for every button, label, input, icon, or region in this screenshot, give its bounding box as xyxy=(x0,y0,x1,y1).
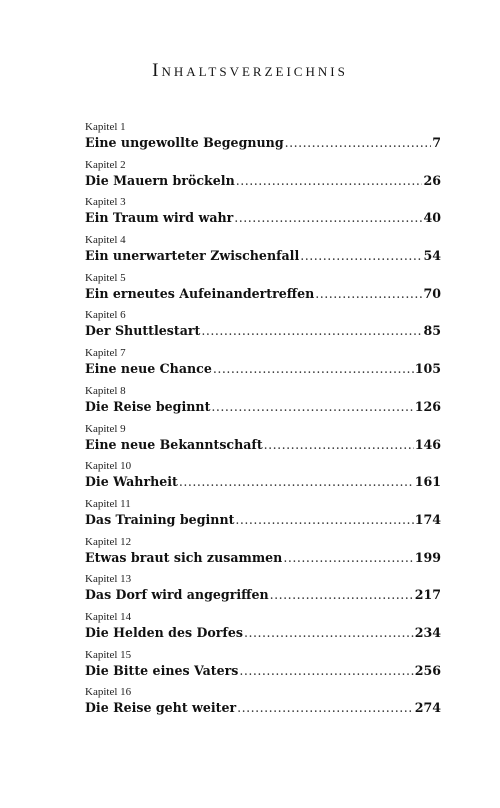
toc-entry xyxy=(85,158,441,196)
dot-leader xyxy=(211,398,413,416)
toc-entry xyxy=(85,497,441,535)
toc-line xyxy=(85,360,441,378)
chapter-title: Die Wahrheit xyxy=(85,474,178,490)
dot-leader xyxy=(237,699,414,717)
chapter-label: Kapitel 12 xyxy=(85,535,132,548)
toc-line xyxy=(85,436,441,454)
toc-entry xyxy=(85,572,441,610)
chapter-title: Eine neue Chance xyxy=(85,361,212,377)
page-number: 7 xyxy=(432,135,441,150)
chapter-title: Die Reise geht weiter xyxy=(85,700,237,716)
chapter-label: Kapitel 14 xyxy=(85,610,132,623)
page-number: 26 xyxy=(423,172,441,188)
chapter-label: Kapitel 1 xyxy=(85,121,126,133)
chapter-title: Die Reise beginnt xyxy=(85,398,211,414)
dot-leader xyxy=(234,209,422,227)
chapter-label: Kapitel 8 xyxy=(85,384,126,397)
toc-entry xyxy=(85,459,441,497)
toc-entry xyxy=(85,195,441,233)
page-number: 105 xyxy=(414,361,441,377)
chapter-title: Ein Traum wird wahr xyxy=(85,210,234,226)
toc-entry xyxy=(85,535,441,573)
toc-entry xyxy=(85,422,441,460)
chapter-title: Der Shuttlestart xyxy=(85,323,201,339)
toc-line xyxy=(85,624,441,642)
dot-leader xyxy=(201,322,422,340)
page-number: 199 xyxy=(414,549,441,565)
page-number: 274 xyxy=(414,700,441,716)
chapter-title: Die Bitte eines Vaters xyxy=(85,662,239,678)
chapter-title: Ein erneutes Aufeinandertreffen xyxy=(85,285,315,301)
page-number: 126 xyxy=(414,398,441,414)
chapter-label: Kapitel 11 xyxy=(85,497,131,510)
toc-entry xyxy=(85,685,441,723)
toc-line xyxy=(85,172,441,190)
dot-leader xyxy=(315,285,422,303)
toc-line xyxy=(85,285,441,303)
page-number: 146 xyxy=(414,436,441,452)
page-number: 234 xyxy=(414,624,441,640)
chapter-label: Kapitel 10 xyxy=(85,460,132,473)
dot-leader xyxy=(270,586,414,604)
page-number: 256 xyxy=(414,662,441,678)
chapter-label: Kapitel 6 xyxy=(85,309,126,322)
toc-entry xyxy=(85,610,441,648)
toc-heading: Inhaltsverzeichnis xyxy=(152,60,348,81)
chapter-label: Kapitel 9 xyxy=(85,422,126,435)
page-number: 217 xyxy=(414,587,441,603)
toc-line xyxy=(85,699,441,717)
dot-leader xyxy=(244,624,414,642)
toc-line xyxy=(85,398,441,416)
page-number: 70 xyxy=(423,285,441,301)
toc-line xyxy=(85,247,441,265)
toc-entry xyxy=(85,271,441,309)
page-number: 40 xyxy=(423,210,441,226)
chapter-label: Kapitel 5 xyxy=(85,271,126,284)
dot-leader xyxy=(239,662,413,680)
toc-line xyxy=(85,511,441,529)
toc-line xyxy=(85,586,441,604)
toc-line xyxy=(85,134,441,152)
page-number: 85 xyxy=(423,323,441,339)
toc-entry xyxy=(85,648,441,686)
chapter-title: Etwas braut sich zusammen xyxy=(85,549,283,565)
toc-entry xyxy=(85,308,441,346)
chapter-title: Das Dorf wird angegriffen xyxy=(85,587,269,603)
chapter-title: Ein unerwarteter Zwischenfall xyxy=(85,248,300,264)
chapter-label: Kapitel 4 xyxy=(85,234,126,247)
toc-entry xyxy=(85,120,441,158)
chapter-label: Kapitel 3 xyxy=(85,196,126,209)
chapter-title: Die Helden des Dorfes xyxy=(85,624,243,640)
dot-leader xyxy=(235,511,413,529)
toc-line xyxy=(85,322,441,340)
dot-leader xyxy=(213,360,414,378)
chapter-title: Eine neue Bekanntschaft xyxy=(85,436,263,452)
dot-leader xyxy=(179,473,414,491)
page-number: 174 xyxy=(414,511,441,527)
chapter-title: Das Training beginnt xyxy=(85,511,235,527)
toc-entry xyxy=(85,384,441,422)
chapter-label: Kapitel 7 xyxy=(85,347,126,360)
chapter-label: Kapitel 2 xyxy=(85,158,126,171)
toc-line xyxy=(85,209,441,227)
dot-leader xyxy=(236,172,423,190)
page-number: 54 xyxy=(423,248,441,264)
dot-leader xyxy=(300,247,422,265)
toc-entry xyxy=(85,233,441,271)
toc-line xyxy=(85,549,441,567)
chapter-label: Kapitel 15 xyxy=(85,648,132,661)
chapter-label: Kapitel 16 xyxy=(85,686,132,699)
toc-list xyxy=(85,120,441,723)
toc-line xyxy=(85,473,441,491)
dot-leader xyxy=(283,549,413,567)
chapter-title: Eine ungewollte Begegnung xyxy=(85,135,284,150)
toc-line xyxy=(85,662,441,680)
page-number: 161 xyxy=(414,474,441,490)
chapter-title: Die Mauern bröckeln xyxy=(85,172,235,188)
dot-leader xyxy=(285,134,432,152)
toc-entry xyxy=(85,346,441,384)
dot-leader xyxy=(264,436,414,454)
chapter-label: Kapitel 13 xyxy=(85,573,132,586)
